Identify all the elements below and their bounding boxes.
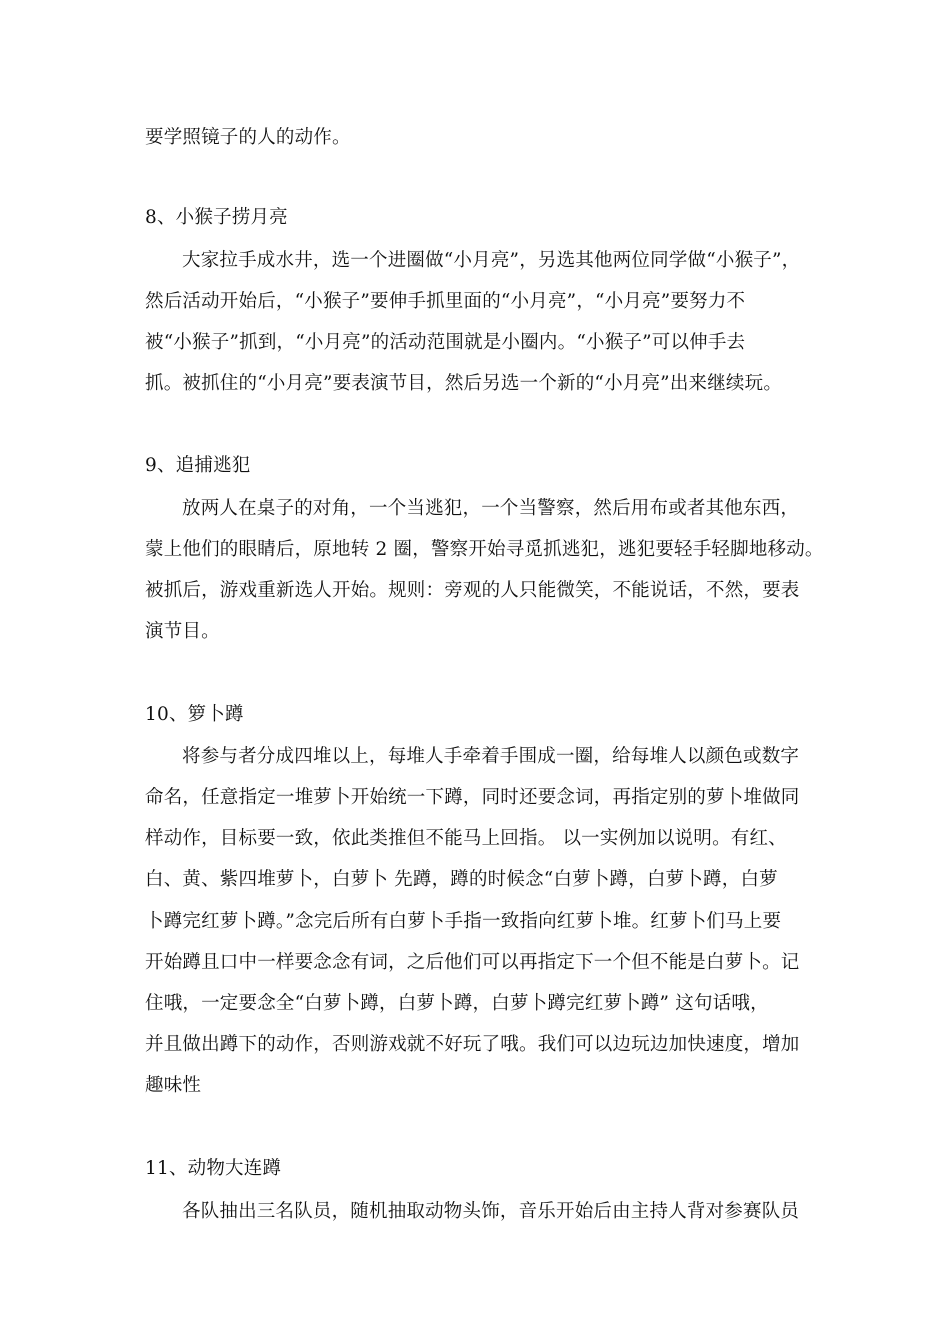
paragraph-line: 放两人在桌子的对角，一个当逃犯，一个当警察，然后用布或者其他东西，: [182, 498, 800, 519]
paragraph-line: 命名，任意指定一堆萝卜开始统一下蹲，同时还要念词，再指定别的萝卜堆做同: [145, 787, 800, 808]
paragraph-line: 并且做出蹲下的动作，否则游戏就不好玩了哦。我们可以边玩边加快速度，增加: [145, 1034, 800, 1055]
section-heading: 10、箩卜蹲: [145, 704, 244, 725]
paragraph-line: 卜蹲完红萝卜蹲。”念完后所有白萝卜手指一致指向红萝卜堆。红萝卜们马上要: [145, 911, 782, 932]
section-heading: 8、小猴子捞月亮: [145, 207, 288, 228]
paragraph-line: 演节目。: [145, 621, 220, 642]
section-heading: 11、动物大连蹲: [145, 1158, 282, 1179]
paragraph-line: 抓。被抓住的“小月亮”要表演节目，然后另选一个新的“小月亮”出来继续玩。: [145, 373, 783, 394]
paragraph-line: 将参与者分成四堆以上，每堆人手牵着手围成一圈，给每堆人以颜色或数字: [182, 746, 800, 767]
paragraph-line: 样动作，目标要一致，依此类推但不能马上回指。 以一实例加以说明。有红、: [145, 828, 787, 849]
paragraph-line: 白、黄、紫四堆萝卜，白萝卜 先蹲，蹲的时候念“白萝卜蹲，白萝卜蹲，白萝: [145, 869, 778, 890]
paragraph-line: 被抓后，游戏重新选人开始。规则：旁观的人只能微笑，不能说话，不然，要表: [145, 580, 800, 601]
paragraph-line: 蒙上他们的眼睛后，原地转 2 圈，警察开始寻觅抓逃犯，逃犯要轻手轻脚地移动。: [145, 539, 824, 560]
paragraph-line: 要学照镜子的人的动作。: [145, 127, 351, 148]
paragraph-line: 然后活动开始后，“小猴子”要伸手抓里面的“小月亮”，“小月亮”要努力不: [145, 291, 746, 312]
paragraph-line: 开始蹲且口中一样要念念有词，之后他们可以再指定下一个但不能是白萝卜。记: [145, 952, 800, 973]
paragraph-line: 大家拉手成水井，选一个进圈做“小月亮”，另选其他两位同学做“小猴子”，: [182, 250, 801, 271]
section-heading: 9、追捕逃犯: [145, 455, 251, 476]
paragraph-line: 住哦，一定要念全“白萝卜蹲，白萝卜蹲，白萝卜蹲完红萝卜蹲” 这句话哦，: [145, 993, 769, 1014]
paragraph-line: 各队抽出三名队员，随机抽取动物头饰，音乐开始后由主持人背对参赛队员: [182, 1201, 800, 1222]
paragraph-line: 被“小猴子”抓到，“小月亮”的活动范围就是小圈内。“小猴子”可以伸手去: [145, 332, 746, 353]
paragraph-line: 趣味性: [145, 1075, 202, 1096]
